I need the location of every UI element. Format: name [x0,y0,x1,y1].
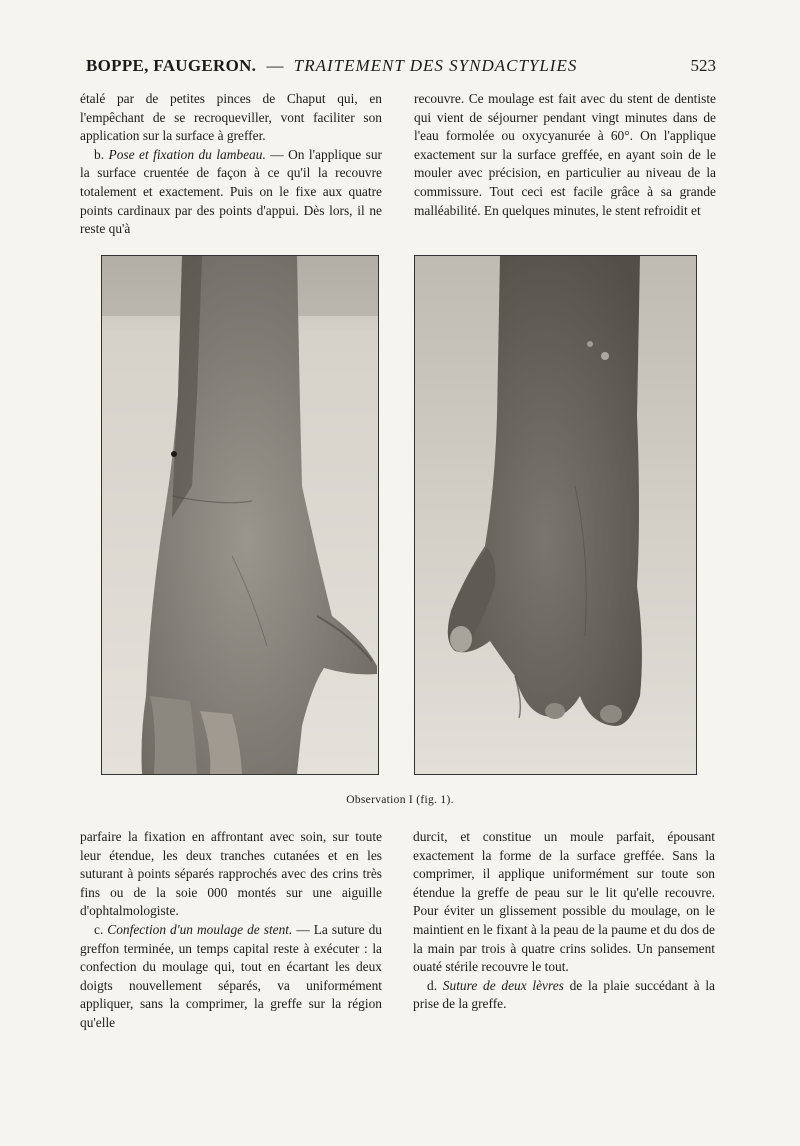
section-text: — La suture du greffon terminée, un temps capital reste à exécuter : la confection du moulage qui, tout en écartant les deux doigts nouvellement séparés, va uniformément appliquer, sans la comprimer, la greffe sur la région qu'elle [80,921,382,1030]
header-dash: — [266,56,284,75]
section-label: c. [94,921,104,937]
column-bottom-right [413,828,715,1014]
section-text: — On l'applique sur la surface cruentée de façon à ce qu'il la recouvre totalement et exactement. Puis on le fixe aux quatre points cardinaux par des points d'appui. Dès lors, il ne reste qu'à [80,146,382,237]
photo-hand-back [414,255,697,775]
section-heading: Pose et fixation du lambeau. [108,146,266,162]
section-label: b. [94,146,105,162]
paragraph: parfaire la fixation en affrontant avec soin, sur toute leur étendue, les deux tranches cutanées et en les suturant à points séparés rapprochés avec des crins très fins ou de la soie 000 montés sur une aiguille d'ophtalmologiste. [80,829,382,919]
paragraph-section-c [80,921,382,1033]
paragraph: recouvre. Ce moulage est fait avec du stent de dentiste qui vient de séjourner pendant vingt minutes dans de l'eau formolée ou oxycyanurée à 60°. On l'applique exactement sur la surface greffée, en ayant soin de le mouler avec précision, en particulier au niveau de la commissure. Tout ceci est facile grâce à sa grande malléabilité. En quelques minutes, le stent refroidit et [414,91,716,218]
paragraph: étalé par de petites pinces de Chaput qui, en l'empêchant de se recroqueviller, vont faciliter son application sur la surface à greffer. [80,91,382,144]
photo-hand-palm [101,255,379,775]
photo-hand-back-image [415,256,696,774]
column-bottom-left [80,828,382,1033]
paragraph-section-d [413,977,715,1014]
column-top-left [80,90,382,239]
section-text: de la plaie succédant à la prise de la greffe. [413,977,715,1012]
section-heading: Suture de deux lèvres [442,977,564,993]
running-header [86,56,716,82]
photo-hand-palm-image [102,256,378,774]
paragraph-section-b [80,146,382,239]
page-number: 523 [690,56,716,75]
header-title: TRAITEMENT DES SYNDACTYLIES [293,56,578,75]
section-heading: Confection d'un moulage de stent. [107,921,293,937]
header-authors: BOPPE, FAUGERON. [86,56,257,75]
section-label: d. [427,977,438,993]
figure-caption: Observation I (fig. 1). [346,794,454,806]
column-top-right [414,90,716,220]
paragraph: durcit, et constitue un moule parfait, épousant exactement la forme de la surface greffée. Sans la comprimer, il applique uniformément sur toute son étendue la greffe de peau sur le lit qu'elle recouvre. Pour éviter un glissement possible du moulage, on le maintient en le fixant à la peau de la paume et du dos de la main par trois à quatre crins solides. Un pansement ouaté stérile recouvre le tout. [413,829,715,975]
